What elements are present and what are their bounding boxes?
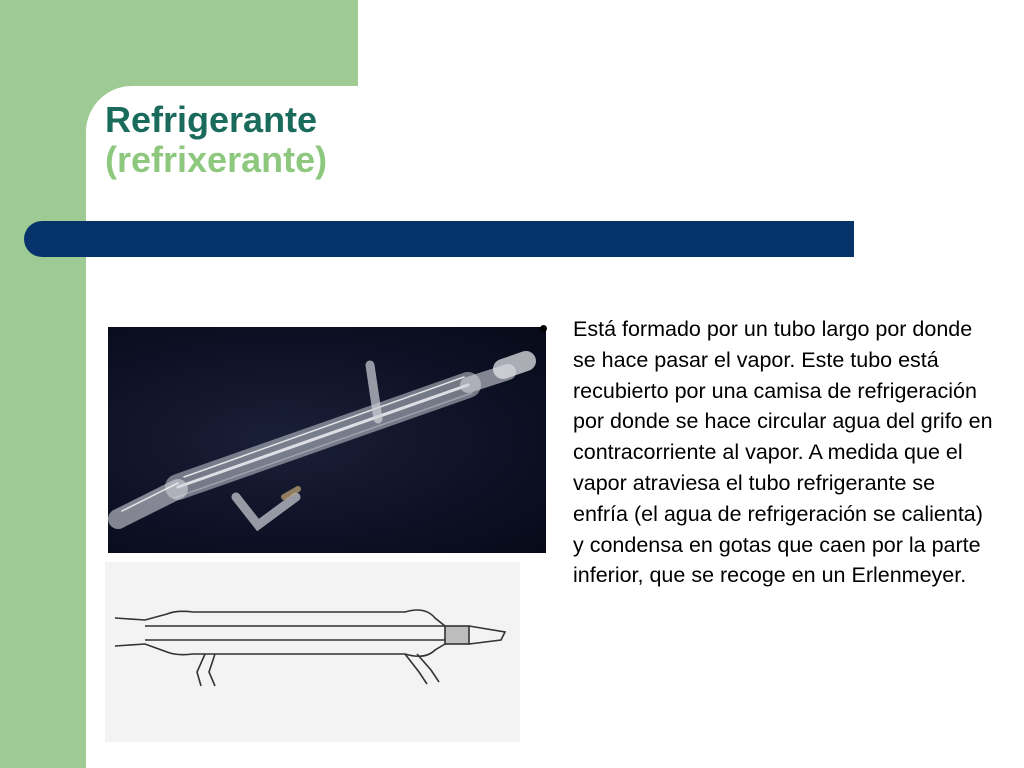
slide-subtitle: (refrixerante) — [105, 139, 328, 180]
condenser-glass — [118, 361, 526, 525]
condenser-diagram — [105, 562, 520, 742]
title-divider-bar — [24, 221, 854, 257]
bullet-marker — [540, 325, 547, 332]
condenser-line-drawing — [115, 610, 505, 686]
condenser-photo — [108, 327, 546, 553]
title-block — [105, 100, 327, 180]
bullet-text: Está formado por un tubo largo por donde se hace pasar el vapor. Este tubo está recubierto por una camisa de refrigeración por donde se hace circular agua del grifo en contracorriente al vapor. A medida que el vapor atraviesa el tubo refrigerante se enfría (el agua de refrigeración se calienta) y condensa en gotas que caen por la parte inferior, que se recoge en un Erlenmeyer. — [573, 317, 993, 588]
slide-title: Refrigerante — [105, 99, 318, 140]
header-decoration — [0, 0, 358, 86]
bullet-item — [540, 314, 1000, 591]
sidebar-decoration — [0, 0, 86, 768]
